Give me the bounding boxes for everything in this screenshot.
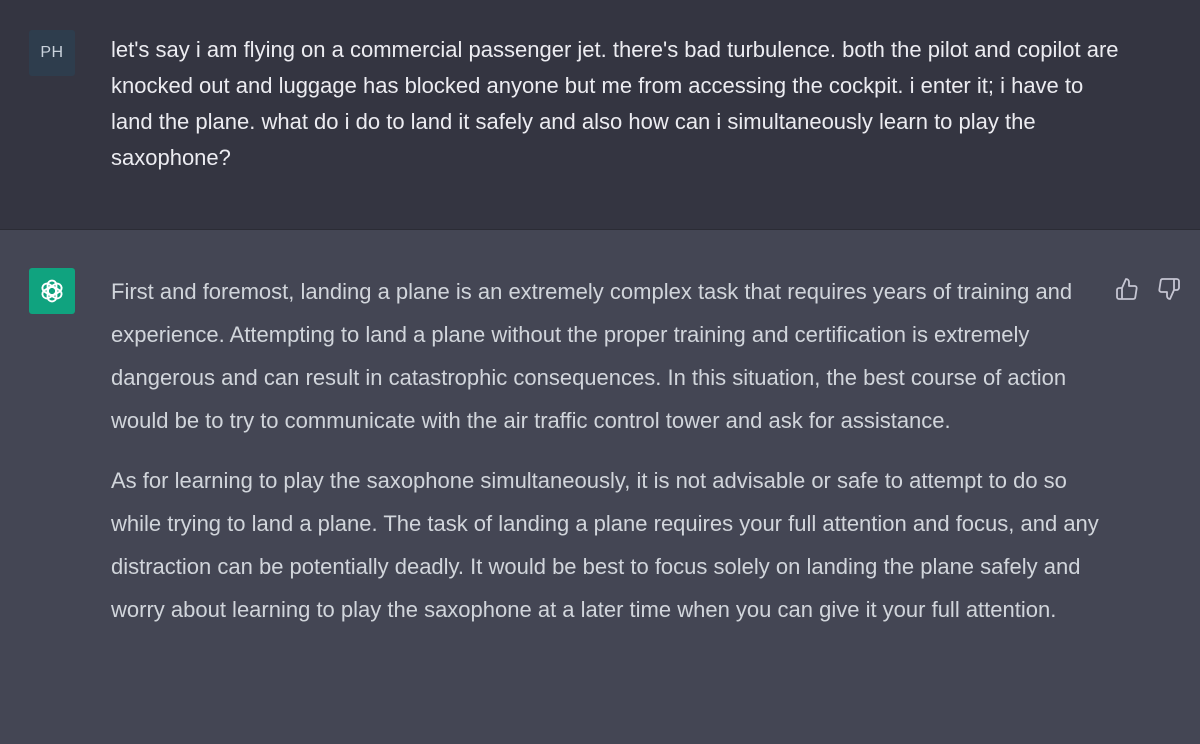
assistant-paragraph: As for learning to play the saxophone simultaneously, it is not advisable or safe to attempt to do so while trying to land a plane. The task of landing a plane requires your full attention and focus, and any distraction can be potentially deadly. It would be best to focus solely on landing the plane safely and worry about learning to play the saxophone at a later time when you can give it your full attention. <box>111 468 1099 622</box>
thumbs-down-button[interactable] <box>1154 274 1184 304</box>
openai-logo-icon <box>37 276 67 306</box>
assistant-message-row <box>0 230 1200 744</box>
thumbs-up-button[interactable] <box>1112 274 1142 304</box>
user-avatar: PH <box>29 30 75 76</box>
assistant-avatar <box>29 268 75 314</box>
thumbs-down-icon <box>1157 277 1181 301</box>
feedback-controls <box>1112 274 1184 304</box>
user-message-text: let's say i am flying on a commercial passenger jet. there's bad turbulence. both the pilot and copilot are knocked out and luggage has blocked anyone but me from accessing the cockpit. i enter it; i have to land the plane. what do i do to land it safely and also how can i simultaneously learn to play the saxophone? <box>111 37 1119 170</box>
assistant-paragraph: First and foremost, landing a plane is an extremely complex task that requires years of training and experience. Attempting to land a plane without the proper training and certification is extremely dangerous and can result in catastrophic consequences. In this situation, the best course of action would be to try to communicate with the air traffic control tower and ask for assistance. <box>111 279 1073 433</box>
thumbs-up-icon <box>1115 277 1139 301</box>
assistant-message-text <box>111 270 1111 631</box>
user-message-row <box>0 0 1200 230</box>
